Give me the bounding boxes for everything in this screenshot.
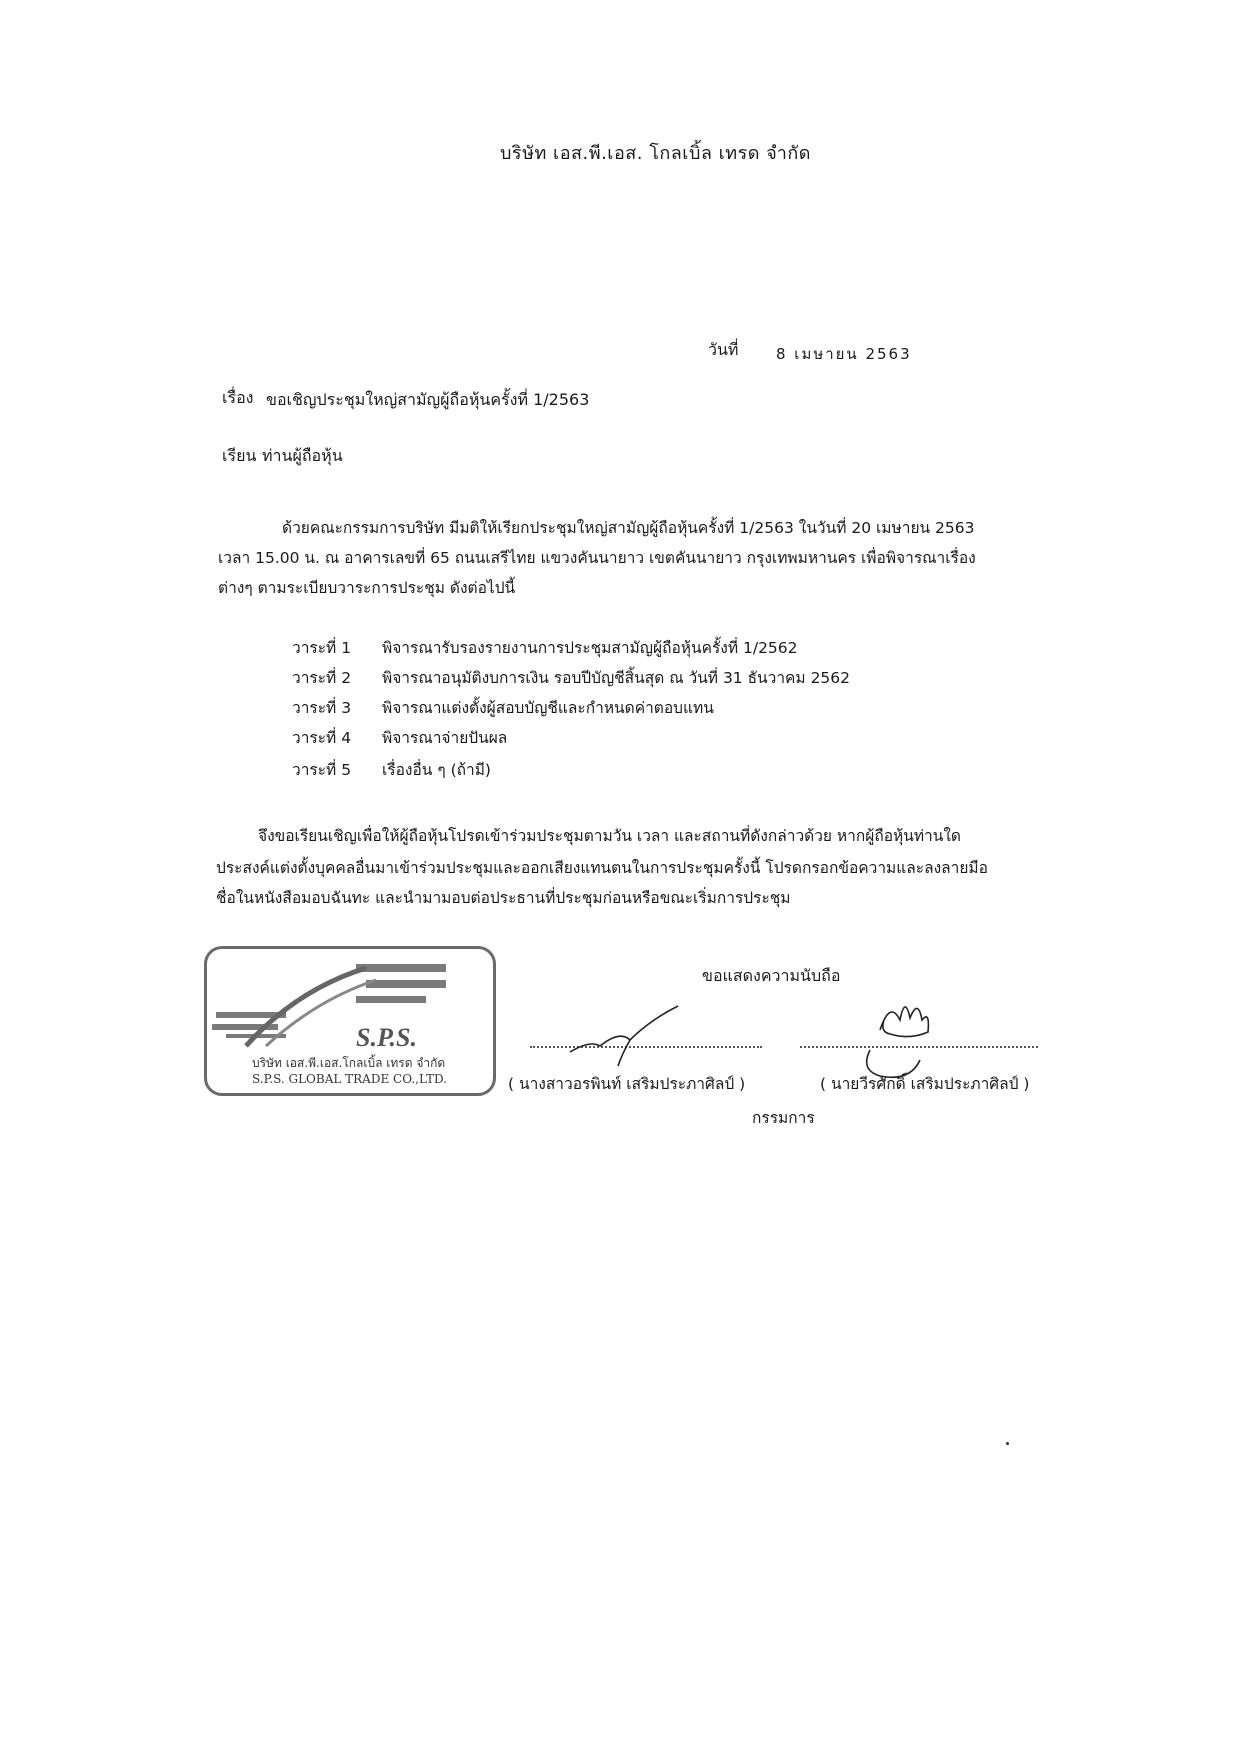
agenda-number: วาระที่ 3 [292,699,352,717]
date-value: 8 เมษายน 2563 [776,345,912,363]
body-line-3: ต่างๆ ตามระเบียบวาระการประชุม ดังต่อไปนี้ [218,579,516,597]
signer-2-name: ( นายวีรศักดิ์ เสริมประภาศิลป์ ) [820,1075,1030,1093]
salutation-text: ท่านผู้ถือหุ้น [262,446,343,465]
agenda-number: วาระที่ 1 [292,639,352,657]
signer-1-name: ( นางสาวอรพินท์ เสริมประภาศิลป์ ) [508,1075,746,1093]
agenda-item [292,728,507,748]
body-line-2: เวลา 15.00 น. ณ อาคารเลขที่ 65 ถนนเสรีไทย แขวงคันนายาว เขตคันนายาว กรุงเทพมหานคร เพื่อพิจารณาเรื่อง [218,549,976,567]
sps-logo-icon [206,950,496,1050]
agenda-item [292,638,798,658]
closing-line-2: ประสงค์แต่งตั้งบุคคลอื่นมาเข้าร่วมประชุมและออกเสียงแทนตนในการประชุมครั้งนี้ โปรดกรอกข้อความและลงลายมือ [216,859,988,877]
agenda-text: พิจารณาแต่งตั้งผู้สอบบัญชีและกำหนดค่าตอบแทน [382,699,714,717]
subject-text: ขอเชิญประชุมใหญ่สามัญผู้ถือหุ้นครั้งที่ 1/2563 [266,390,590,409]
agenda-number: วาระที่ 2 [292,669,352,687]
scan-speck [1006,1442,1009,1445]
stamp-name-th: บริษัท เอส.พี.เอส.โกลเบิ้ล เทรด จำกัด [252,1056,446,1070]
closing-line-3: ชื่อในหนังสือมอบฉันทะ และนำมามอบต่อประธานที่ประชุมก่อนหรือขณะเริ่มการประชุม [216,889,791,907]
agenda-text: พิจารณารับรองรายงานการประชุมสามัญผู้ถือหุ้นครั้งที่ 1/2562 [382,639,798,657]
closing-line-1: จึงขอเรียนเชิญเพื่อให้ผู้ถือหุ้นโปรดเข้าร่วมประชุมตามวัน เวลา และสถานที่ดังกล่าวด้วย หากผู้ถือหุ้นท่านใด [258,827,961,845]
signature-1-icon [560,1000,690,1070]
date-label: วันที่ [708,340,739,359]
agenda-text: พิจารณาจ่ายปันผล [382,729,508,747]
company-title: บริษัท เอส.พี.เอส. โกลเบิ้ล เทรด จำกัด [500,143,811,164]
body-line-1: ด้วยคณะกรรมการบริษัท มีมติให้เรียกประชุมใหญ่สามัญผู้ถือหุ้นครั้งที่ 1/2563 ในวันที่ 20 เมษายน 2563 [282,519,975,537]
stamp-logo-text: S.P.S. [356,1023,417,1050]
agenda-text: พิจารณาอนุมัติงบการเงิน รอบปีบัญชีสิ้นสุด ณ วันที่ 31 ธันวาคม 2562 [382,669,851,687]
signer-role: กรรมการ [752,1109,815,1127]
subject-label: เรื่อง [222,388,254,407]
agenda-text: เรื่องอื่น ๆ (ถ้ามี) [382,761,491,779]
agenda-number: วาระที่ 5 [292,761,352,779]
stamp-name-en: S.P.S. GLOBAL TRADE CO.,LTD. [252,1072,447,1086]
closing-regards: ขอแสดงความนับถือ [702,966,841,985]
agenda-item [292,698,714,718]
salutation-label: เรียน [222,446,257,465]
agenda-item [292,668,850,688]
agenda-number: วาระที่ 4 [292,729,352,747]
agenda-item [292,760,491,780]
